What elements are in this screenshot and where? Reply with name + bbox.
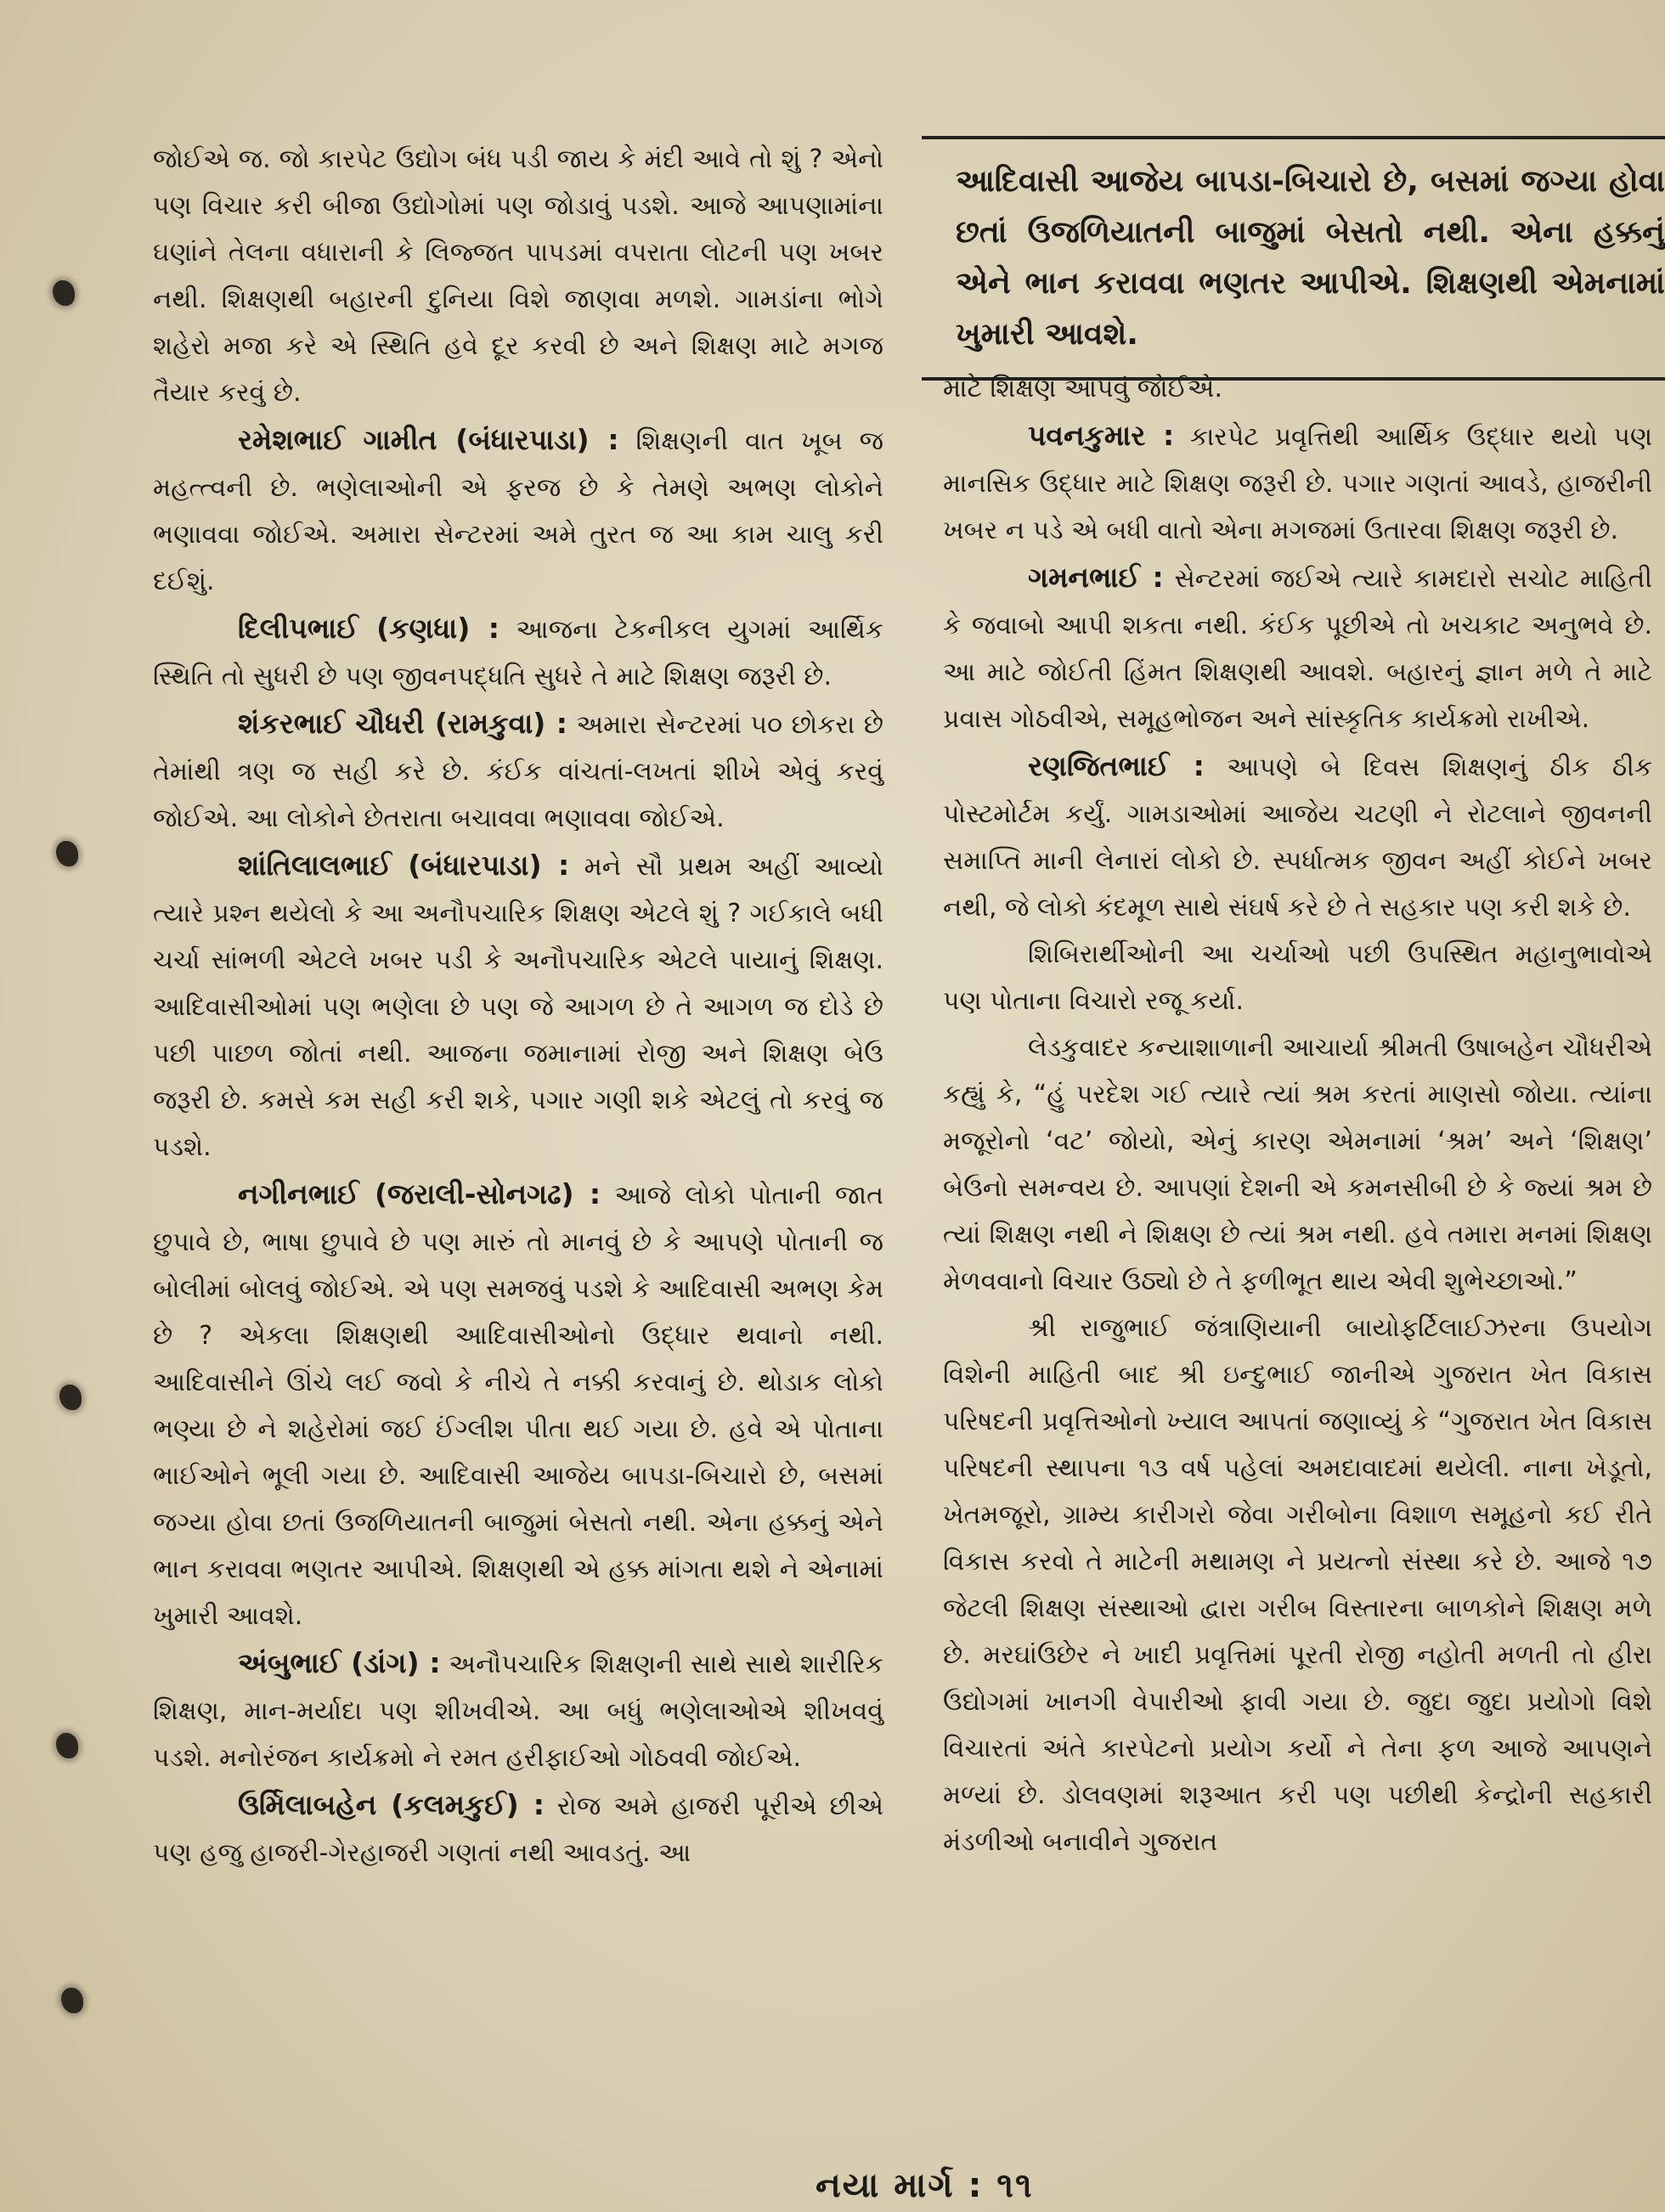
paragraph: રણજિતભાઈ : આપણે બે દિવસ શિક્ષણનું ઠીક ઠીક પોસ્ટમોર્ટમ કર્યું. ગામડાઓમાં આજેય ચટણી ને રોટલાને જીવનની સમાપ્તિ માની લેનારાં લોકો છે. સ્પર્ધાત્મક જીવન અહીં કોઈને ખબર નથી, જે લોકો કંદમૂળ સાથે સંઘર્ષ કરે છે તે સહકાર પણ કરી શકે છે. [943,749,1652,923]
paragraph: પવનકુમાર : કારપેટ પ્રવૃત્તિથી આર્થિક ઉદ્ધાર થયો પણ માનસિક ઉદ્ધાર માટે શિક્ષણ જરૂરી છે. પગાર ગણતાં આવડે, હાજરીની ખબર ન પડે એ બધી વાતો એના મગજમાં ઉતારવા શિક્ષણ જરૂરી છે. [943,419,1652,545]
speaker-name: પવનકુમાર : [1028,419,1175,452]
speaker-name: અંબુભાઈ (ડાંગ) : [238,1646,441,1679]
paragraph: ગમનભાઈ : સેન્ટરમાં જઈએ ત્યારે કામદારો સચોટ માહિતી કે જવાબો આપી શકતા નથી. કંઈક પૂછીએ તો ખચકાટ અનુભવે છે. આ માટે જોઈતી હિંમત શિક્ષણથી આવશે. બહારનું જ્ઞાન મળે તે માટે પ્રવાસ ગોઠવીએ, સમૂહભોજન અને સાંસ્કૃતિક કાર્યક્રમો રાખીએ. [943,561,1652,734]
speaker-name: શંકરભાઈ ચૌધરી (રામકુવા) : [238,707,567,740]
paragraph: ઉર્મિલાબહેન (કલમકુઈ) : રોજ અમે હાજરી પૂરીએ છીએ પણ હજુ હાજરી-ગેરહાજરી ગણતાં નથી આવડતું. આ [153,1788,883,1868]
paragraph: લેડકુવાદર કન્યાશાળાની આચાર્યા શ્રીમતી ઉષાબહેન ચૌધરીએ કહ્યું કે, “હું પરદેશ ગઈ ત્યારે ત્યાં શ્રમ કરતાં માણસો જોયા. ત્યાંના મજૂરોનો ‘વટ’ જોયો, એનું કારણ એમનામાં ‘શ્રમ’ અને ‘શિક્ષણ’ બેઉનો સમન્વય છે. આપણાં દેશની એ કમનસીબી છે કે જ્યાં શ્રમ છે ત્યાં શિક્ષણ નથી ને શિક્ષણ છે ત્યાં શ્રમ નથી. હવે તમારા મનમાં શિક્ષણ મેળવવાનો વિચાર ઉઠ્યો છે તે ફળીભૂત થાય એવી શુભેચ્છાઓ.” [943,1033,1652,1296]
paragraph: શંકરભાઈ ચૌધરી (રામકુવા) : અમારા સેન્ટરમાં ૫૦ છોકરા છે તેમાંથી ત્રણ જ સહી કરે છે. કંઈક વાંચતાં-લખતાં શીખે એવું કરવું જોઈએ. આ લોકોને છેતરાતા બચાવવા ભણાવવા જોઈએ. [153,707,883,833]
paragraph: દિલીપભાઈ (કણધા) : આજના ટેકનીકલ યુગમાં આર્થિક સ્થિતિ તો સુધરી છે પણ જીવનપદ્ધતિ સુધરે તે માટે શિક્ષણ જરૂરી છે. [153,612,883,691]
paragraph: શાંતિલાલભાઈ (બંધારપાડા) : મને સૌ પ્રથમ અહીં આવ્યો ત્યારે પ્રશ્ન થયેલો કે આ અનૌપચારિક શિક્ષણ એટલે શું ? ગઈકાલે બધી ચર્ચા સાંભળી એટલે ખબર પડી કે અનૌપચારિક એટલે પાયાનું શિક્ષણ. આદિવાસીઓમાં પણ ભણેલા છે પણ જે આગળ છે તે આગળ જ દોડે છે પછી પાછળ જોતાં નથી. આજના જમાનામાં રોજી અને શિક્ષણ બેઉ જરૂરી છે. કમસે કમ સહી કરી શકે, પગાર ગણી શકે એટલું તો કરવું જ પડશે. [153,849,883,1162]
speaker-name: દિલીપભાઈ (કણધા) : [238,612,500,645]
paper-hole [56,1733,78,1758]
paper-hole [61,1988,83,2013]
paragraph: રમેશભાઈ ગામીત (બંધારપાડા) : શિક્ષણની વાત ખૂબ જ મહત્ત્વની છે. ભણેલાઓની એ ફરજ છે કે તેમણે અભણ લોકોને ભણાવવા જોઈએ. અમારા સેન્ટરમાં અમે તુરત જ આ કામ ચાલુ કરી દઈશું. [153,423,883,596]
speaker-name: ગમનભાઈ : [1028,561,1164,594]
paragraph: અંબુભાઈ (ડાંગ) : અનૌપચારિક શિક્ષણની સાથે સાથે શારીરિક શિક્ષણ, માન-મર્યાદા પણ શીખવીએ. આ બધું ભણેલાઓએ શીખવવું પડશે. મનોરંજન કાર્યક્રમો ને રમત હરીફાઈઓ ગોઠવવી જોઈએ. [153,1646,883,1773]
pull-quote: આદિવાસી આજેય બાપડા-બિચારો છે, બસમાં જગ્યા હોવા છતાં ઉજળિયાતની બાજુમાં બેસતો નથી. એના હક્કનું એને ભાન કરાવવા ભણતર આપીએ. શિક્ષણથી એમનામાં ખુમારી આવશે. [922,136,1665,381]
right-column [943,365,1652,1865]
left-column [153,136,883,1876]
paragraph: માટે શિક્ષણ આપવું જોઈએ. [943,374,1222,403]
page-footer: નયા માર્ગ : ૧૧ [816,2166,1034,2205]
paragraph: શિબિરાર્થીઓની આ ચર્ચાઓ પછી ઉપસ્થિત મહાનુભાવોએ પણ પોતાના વિચારો રજૂ કર્યા. [943,940,1652,1016]
paragraph: નગીનભાઈ (જરાલી-સોનગઢ) : આજે લોકો પોતાની જાત છુપાવે છે, ભાષા છુપાવે છે પણ મારું તો માનવું છે કે આપણે પોતાની જ બોલીમાં બોલવું જોઈએ. એ પણ સમજવું પડશે કે આદિવાસી અભણ કેમ છે ? એકલા શિક્ષણથી આદિવાસીઓનો ઉદ્ધાર થવાનો નથી. આદિવાસીને ઊંચે લઈ જવો કે નીચે તે નક્કી કરવાનું છે. થોડાક લોકો ભણ્યા છે ને શહેરોમાં જઈ ઈંગ્લીશ પીતા થઈ ગયા છે. હવે એ પોતાના ભાઈઓને ભૂલી ગયા છે. આદિવાસી આજેય બાપડા-બિચારો છે, બસમાં જગ્યા હોવા છતાં ઉજળિયાતની બાજુમાં બેસતો નથી. એના હક્કનું એને ભાન કરાવવા ભણતર આપીએ. શિક્ષણથી એ હક્ક માંગતા થશે ને એનામાં ખુમારી આવશે. [153,1177,883,1631]
paper-hole [53,280,75,306]
speaker-name: શાંતિલાલભાઈ (બંધારપાડા) : [238,849,570,882]
paragraph: શ્રી રાજુભાઈ જંત્રાણિયાની બાયોફર્ટિલાઈઝરના ઉપયોગ વિશેની માહિતી બાદ શ્રી ઇન્દુભાઈ જાનીએ ગુજરાત ખેત વિકાસ પરિષદની પ્રવૃત્તિઓનો ખ્યાલ આપતાં જણાવ્યું કે “ગુજરાત ખેત વિકાસ પરિષદની સ્થાપના ૧૩ વર્ષ પહેલાં અમદાવાદમાં થયેલી. નાના ખેડૂતો, ખેતમજૂરો, ગ્રામ્ય કારીગરો જેવા ગરીબોના વિશાળ સમૂહનો કઈ રીતે વિકાસ કરવો તે માટેની મથામણ ને પ્રયત્નો સંસ્થા કરે છે. આજે ૧૭ જેટલી શિક્ષણ સંસ્થાઓ દ્વારા ગરીબ વિસ્તારના બાળકોને શિક્ષણ મળે છે. મરઘાંઉછેર ને ખાદી પ્રવૃત્તિમાં પૂરતી રોજી નહોતી મળતી તો હીરા ઉદ્યોગમાં ખાનગી વેપારીઓ ફાવી ગયા છે. જુદા જુદા પ્રયોગો વિશે વિચારતાં અંતે કારપેટનો પ્રયોગ કર્યો ને તેના ફળ આજે આપણને મળ્યાં છે. ડોલવણમાં શરૂઆત કરી પણ પછીથી કેન્દ્રોની સહકારી મંડળીઓ બનાવીને ગુજરાત [943,1313,1652,1857]
speaker-name: રમેશભાઈ ગામીત (બંધારપાડા) : [238,423,619,456]
paragraph: જોઈએ જ. જો કારપેટ ઉદ્યોગ બંધ પડી જાય કે મંદી આવે તો શું ? એનો પણ વિચાર કરી બીજા ઉદ્યોગોમાં પણ જોડાવું પડશે. આજે આપણામાંના ઘણાંને તેલના વધારાની કે લિજ્જત પાપડમાં વપરાતા લોટની પણ ખબર નથી. શિક્ષણથી બહારની દુનિયા વિશે જાણવા મળશે. ગામડાંના ભોગે શહેરો મજા કરે એ સ્થિતિ હવે દૂર કરવી છે અને શિક્ષણ માટે મગજ તૈયાર કરવું છે. [153,144,883,408]
speaker-name: નગીનભાઈ (જરાલી-સોનગઢ) : [238,1177,601,1210]
paper-hole [59,1385,82,1410]
speaker-name: રણજિતભાઈ : [1028,749,1205,782]
speaker-name: ઉર્મિલાબહેન (કલમકુઈ) : [238,1788,545,1821]
paper-hole [56,841,78,866]
